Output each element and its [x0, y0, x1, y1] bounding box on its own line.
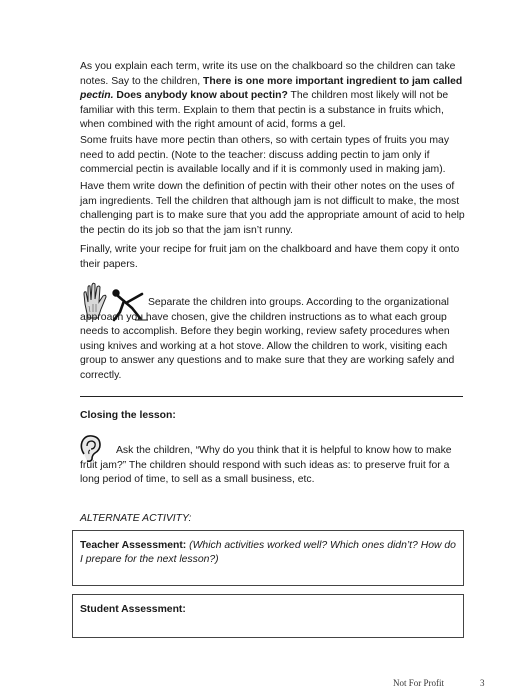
p6-text: Ask the children, “Why do you think that it is helpful to know how to make fruit jam?” The children should respond with such ideas as: to preserve fruit for a long period of time, to sell as a small business, etc.: [80, 445, 452, 485]
footer-label: Not For Profit: [393, 678, 445, 688]
p1-text-a: As you explain each term, write its use on the chalkboard so the children can take notes. Say to the children,: [80, 61, 456, 87]
teacher-assessment-box: [72, 530, 464, 586]
teacher-assessment-prompt: (Which activities worked well? Which ones didn’t? How do I prepare for the next lesson?): [80, 540, 456, 565]
paragraph-recipe: Finally, write your recipe for fruit jam on the chalkboard and have them copy it onto their papers.: [80, 244, 460, 270]
p5-text: Separate the children into groups. According to the organizational approach you have chosen, give the children instructions as to what each group needs to accomplish. Before they begin working, review safety procedures when using knives and working at a hot stove. Allow the children to work, visiting each group to answer any questions and to make sure that they are working safely and correctly.: [80, 297, 455, 381]
p1-text-b: There is one more important ingredient to jam called: [203, 75, 463, 87]
teacher-assessment-text: [80, 539, 457, 567]
closing-heading: Closing the lesson:: [80, 410, 176, 421]
paragraph-group-work: [80, 296, 468, 383]
paragraph-closing: [80, 444, 468, 488]
section-divider: [80, 396, 463, 397]
paragraph-definition: Have them write down the definition of pectin with their other notes on the uses of jam ingredients. Tell the children that although jam is not difficult to make, the most challenging part is to make sure that you add the appropriate amount of acid to help the pectin do its job so that the jam isn’t runny.: [80, 181, 465, 236]
student-assessment-label: Student Assessment:: [80, 604, 186, 615]
alternate-activity-heading: ALTERNATE ACTIVITY:: [80, 513, 192, 524]
paragraph-pectin-intro: [80, 60, 468, 133]
student-assessment-text: [80, 603, 457, 617]
p1-text-e: The children most likely will not be familiar with this term. Explain to them that pectin is a substance in fruits which, when combined with the right amount of acid, forms a gel.: [80, 90, 449, 130]
p1-pectin-word: pectin.: [80, 90, 114, 101]
student-assessment-box: [72, 594, 464, 638]
page-number: 3: [480, 678, 485, 688]
teacher-assessment-label: Teacher Assessment:: [80, 540, 187, 551]
paragraph-fruit-pectin: Some fruits have more pectin than others, so with certain types of fruits you may need to add pectin. (Note to the teacher: discuss adding pectin to jam only if commercial pectin is available locally and if it is commonly used in making jam).: [80, 135, 450, 175]
p1-text-d: Does anybody know about pectin?: [113, 90, 288, 101]
